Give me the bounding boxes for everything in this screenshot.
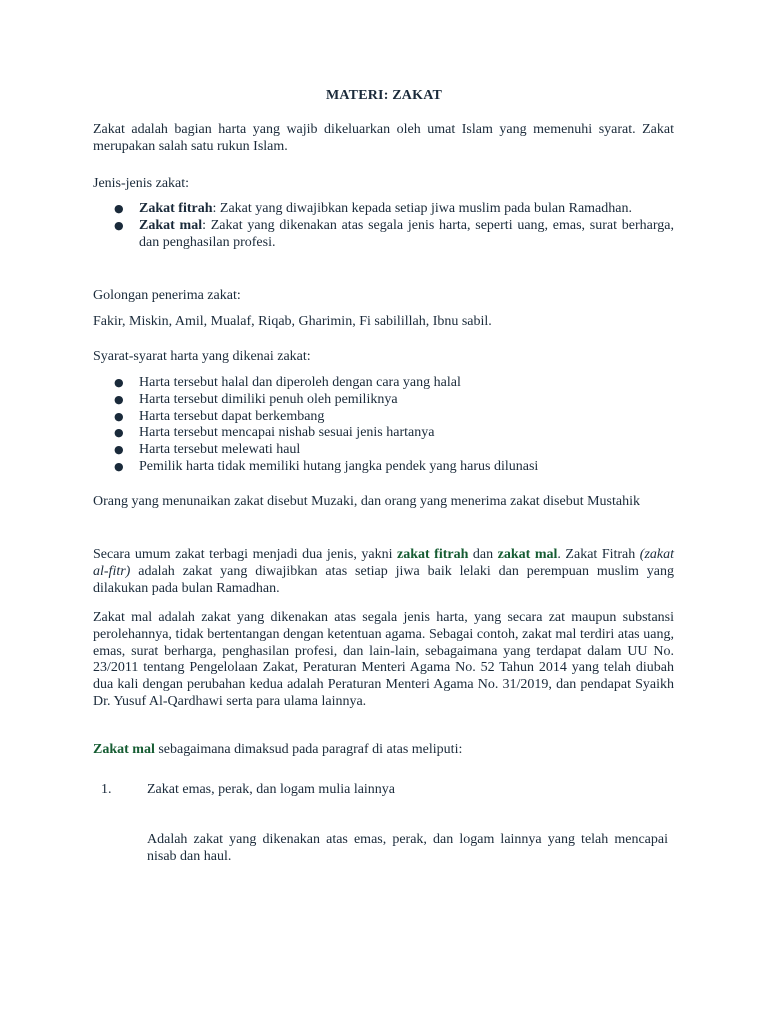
numbered-item-title: Zakat emas, perak, dan logam mulia lainnya — [147, 782, 396, 797]
jenis-list — [93, 201, 674, 251]
list-item-text: Harta tersebut dimiliki penuh oleh pemiliknya — [139, 391, 398, 407]
text-run: Secara umum zakat terbagi menjadi dua jenis, yakni — [93, 547, 397, 562]
text-run: dan — [468, 547, 498, 562]
document-title: MATERI: ZAKAT — [325, 88, 443, 103]
list-item-text: Harta tersebut dapat berkembang — [139, 408, 325, 424]
list-item — [93, 218, 674, 252]
highlight-zakat-mal: zakat mal — [497, 547, 558, 562]
bullet-icon: ● — [114, 426, 124, 440]
term-zakat-mal: Zakat mal — [139, 217, 203, 233]
golongan-heading: Golongan penerima zakat: — [93, 288, 241, 303]
text-run: . Zakat Fitrah — [557, 547, 640, 562]
list-item — [93, 201, 674, 218]
bullet-icon: ● — [114, 392, 124, 406]
list-number: 1. — [101, 782, 112, 797]
jenis-heading: Jenis-jenis zakat: — [93, 176, 190, 191]
list-item — [93, 459, 674, 476]
bullet-icon: ● — [114, 202, 124, 215]
list-item — [93, 442, 674, 459]
bullet-icon: ● — [114, 218, 124, 232]
list-item-text: Harta tersebut mencapai nishab sesuai jenis hartanya — [139, 425, 435, 441]
umum-paragraph — [93, 547, 674, 597]
text-run: sebagaimana dimaksud pada paragraf di atas meliputi: — [154, 742, 463, 757]
text-run: adalah zakat yang diwajibkan atas setiap jiwa baik lelaki dan perempuan muslim yang dilakukan pada bulan Ramadhan. — [93, 563, 674, 596]
muzaki-paragraph: Orang yang menunaikan zakat disebut Muzaki, dan orang yang menerima zakat disebut Mustahik — [93, 494, 640, 509]
bullet-icon: ● — [114, 409, 124, 423]
list-item-text: Pemilik harta tidak memiliki hutang jangka pendek yang harus dilunasi — [139, 458, 539, 474]
list-item — [93, 392, 674, 409]
highlight-zakat-fitrah: zakat fitrah — [397, 547, 469, 562]
bullet-icon: ● — [114, 443, 124, 457]
bullet-icon: ● — [114, 459, 124, 473]
term-description: : Zakat yang diwajibkan kepada setiap jiwa muslim pada bulan Ramadhan. — [212, 201, 632, 216]
syarat-heading: Syarat-syarat harta yang dikenai zakat: — [93, 349, 311, 364]
highlight-zakat-mal: Zakat mal — [93, 742, 155, 757]
italic-term: (zakat al-fitr) — [93, 547, 674, 579]
golongan-list: Fakir, Miskin, Amil, Mualaf, Riqab, Gharimin, Fi sabilillah, Ibnu sabil. — [93, 314, 492, 329]
meliputi-paragraph — [93, 742, 674, 759]
syarat-list — [93, 375, 674, 476]
list-item-text: Harta tersebut melewati haul — [139, 442, 301, 458]
list-item — [93, 409, 674, 426]
list-item — [93, 375, 674, 392]
numbered-item-description: Adalah zakat yang dikenakan atas emas, perak, dan logam lainnya yang telah mencapai nisab dan haul. — [147, 832, 668, 864]
term-description: : Zakat yang dikenakan atas segala jenis harta, seperti uang, emas, surat berharga, dan penghasilan profesi. — [139, 217, 674, 250]
list-item — [93, 425, 674, 442]
intro-paragraph: Zakat adalah bagian harta yang wajib dikeluarkan oleh umat Islam yang memenuhi syarat. Zakat merupakan salah satu rukun Islam. — [93, 122, 674, 154]
list-item-text: Harta tersebut halal dan diperoleh dengan cara yang halal — [139, 375, 461, 390]
bullet-icon: ● — [114, 376, 124, 389]
zakat-mal-paragraph: Zakat mal adalah zakat yang dikenakan atas segala jenis harta, yang secara zat maupun substansi perolehannya, tidak bertentangan dengan ketentuan agama. Sebagai contoh, zakat mal terdiri atas uang, emas, surat berharga, penghasilan profesi, dan lain-lain, sebagaimana yang terdapat dalam UU No. 23/2011 tentang Pengelolaan Zakat, Peraturan Menteri Agama No. 52 Tahun 2014 yang telah diubah dua kali dengan perubahan kedua adalah Peraturan Menteri Agama No. 31/2019, dan pendapat Syaikh Dr. Yusuf Al-Qardhawi serta para ulama lainnya. — [93, 610, 674, 709]
term-zakat-fitrah: Zakat fitrah — [139, 201, 213, 216]
